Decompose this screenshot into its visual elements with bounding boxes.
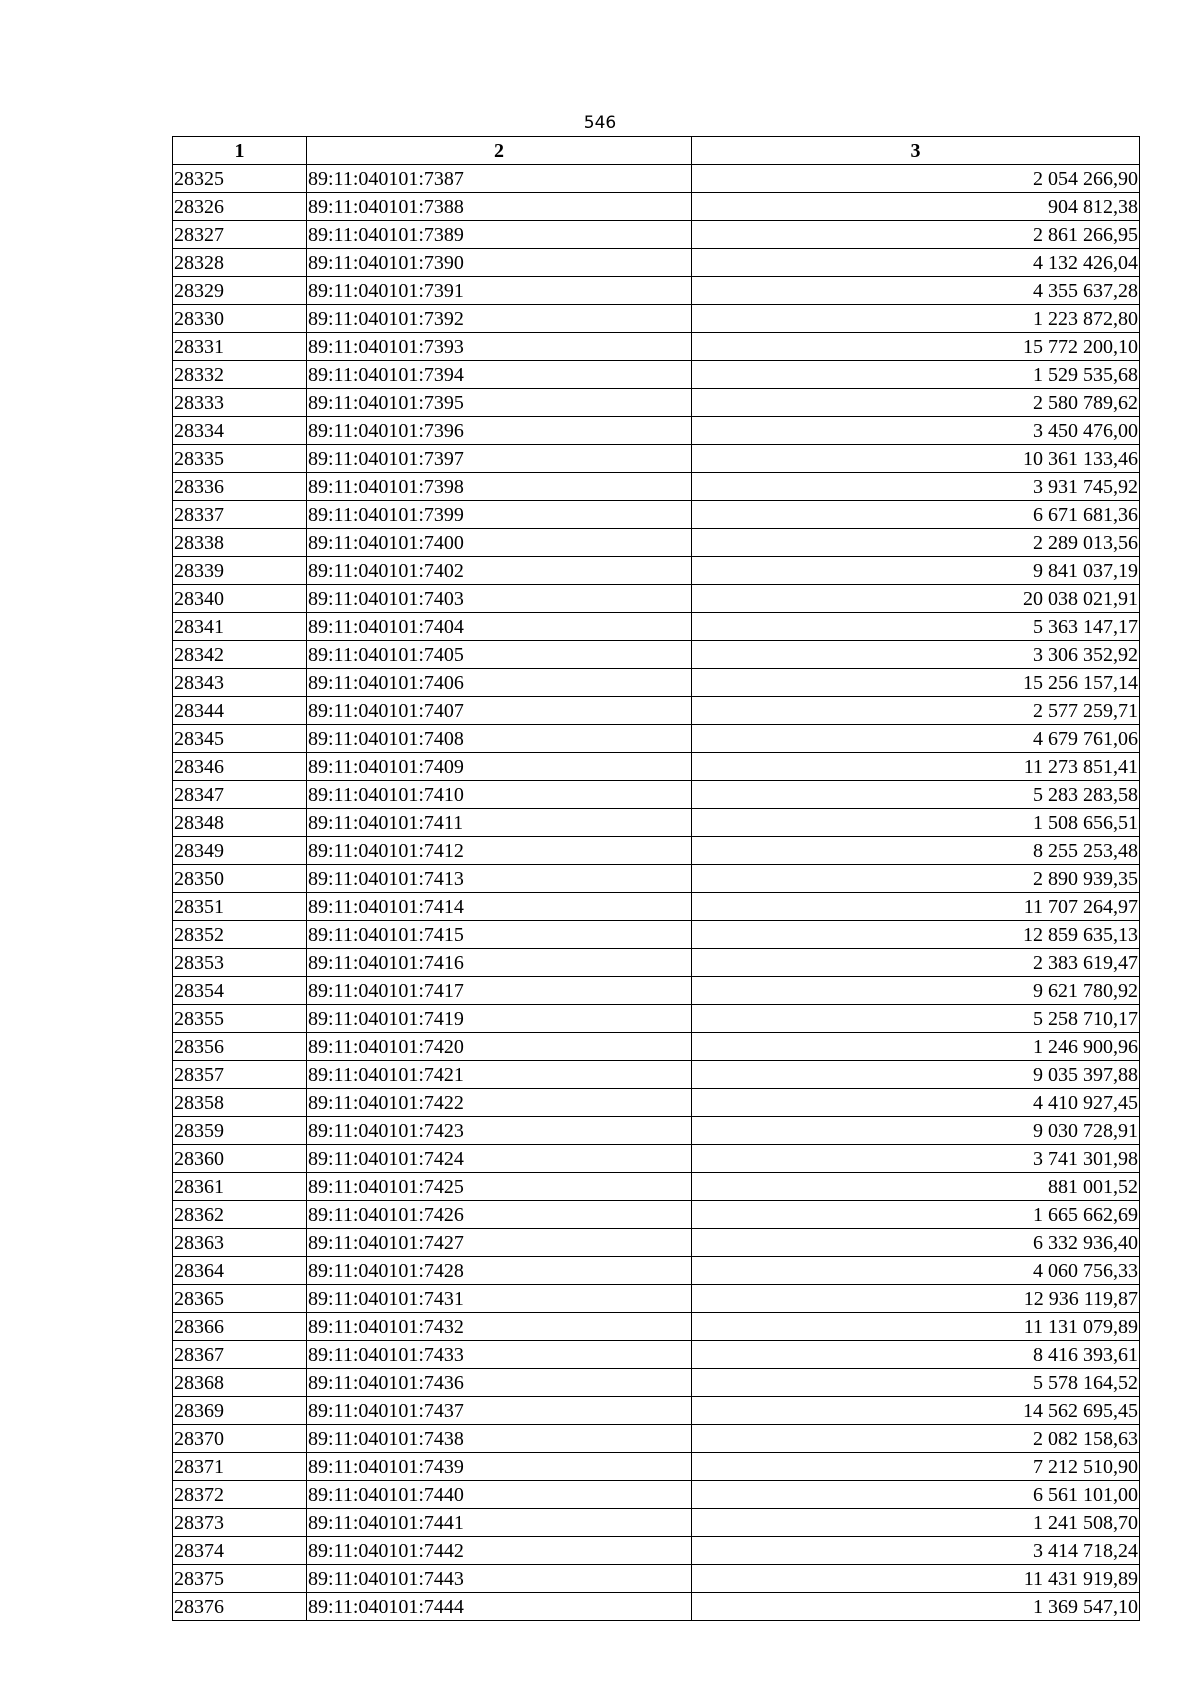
row-number-cell: 28369 — [173, 1397, 307, 1425]
row-number-cell: 28331 — [173, 333, 307, 361]
table-row — [173, 1397, 1140, 1425]
cadastral-value-cell: 1 246 900,96 — [692, 1033, 1140, 1061]
table-row — [173, 1117, 1140, 1145]
row-number-cell: 28367 — [173, 1341, 307, 1369]
cadastral-value-cell: 11 273 851,41 — [692, 753, 1140, 781]
table-row — [173, 1145, 1140, 1173]
cadastral-number-cell: 89:11:040101:7402 — [307, 557, 692, 585]
table-row — [173, 1593, 1140, 1621]
row-number-cell: 28329 — [173, 277, 307, 305]
table-row — [173, 977, 1140, 1005]
table-row — [173, 613, 1140, 641]
cadastral-number-cell: 89:11:040101:7427 — [307, 1229, 692, 1257]
row-number-cell: 28350 — [173, 865, 307, 893]
row-number-cell: 28372 — [173, 1481, 307, 1509]
row-number-cell: 28368 — [173, 1369, 307, 1397]
cadastral-value-cell: 15 772 200,10 — [692, 333, 1140, 361]
row-number-cell: 28332 — [173, 361, 307, 389]
row-number-cell: 28364 — [173, 1257, 307, 1285]
cadastral-number-cell: 89:11:040101:7405 — [307, 641, 692, 669]
cadastral-number-cell: 89:11:040101:7431 — [307, 1285, 692, 1313]
table-row — [173, 1285, 1140, 1313]
table-row — [173, 333, 1140, 361]
cadastral-value-cell: 2 861 266,95 — [692, 221, 1140, 249]
table-row — [173, 305, 1140, 333]
cadastral-number-cell: 89:11:040101:7441 — [307, 1509, 692, 1537]
table-row — [173, 277, 1140, 305]
row-number-cell: 28337 — [173, 501, 307, 529]
row-number-cell: 28344 — [173, 697, 307, 725]
cadastral-value-cell: 14 562 695,45 — [692, 1397, 1140, 1425]
row-number-cell: 28341 — [173, 613, 307, 641]
cadastral-number-cell: 89:11:040101:7399 — [307, 501, 692, 529]
cadastral-value-cell: 5 363 147,17 — [692, 613, 1140, 641]
cadastral-value-cell: 4 132 426,04 — [692, 249, 1140, 277]
row-number-cell: 28342 — [173, 641, 307, 669]
cadastral-number-cell: 89:11:040101:7426 — [307, 1201, 692, 1229]
cadastral-value-cell: 10 361 133,46 — [692, 445, 1140, 473]
cadastral-number-cell: 89:11:040101:7413 — [307, 865, 692, 893]
row-number-cell: 28375 — [173, 1565, 307, 1593]
cadastral-number-cell: 89:11:040101:7411 — [307, 809, 692, 837]
cadastral-value-cell: 11 131 079,89 — [692, 1313, 1140, 1341]
cadastral-value-cell: 11 707 264,97 — [692, 893, 1140, 921]
table-row — [173, 1369, 1140, 1397]
column-header-number: 1 — [173, 137, 307, 165]
cadastral-number-cell: 89:11:040101:7428 — [307, 1257, 692, 1285]
row-number-cell: 28353 — [173, 949, 307, 977]
cadastral-number-cell: 89:11:040101:7403 — [307, 585, 692, 613]
table-row — [173, 1537, 1140, 1565]
table-row — [173, 865, 1140, 893]
cadastral-number-cell: 89:11:040101:7440 — [307, 1481, 692, 1509]
row-number-cell: 28354 — [173, 977, 307, 1005]
cadastral-number-cell: 89:11:040101:7393 — [307, 333, 692, 361]
cadastral-number-cell: 89:11:040101:7437 — [307, 1397, 692, 1425]
row-number-cell: 28361 — [173, 1173, 307, 1201]
cadastral-number-cell: 89:11:040101:7389 — [307, 221, 692, 249]
table-row — [173, 473, 1140, 501]
cadastral-value-cell: 6 561 101,00 — [692, 1481, 1140, 1509]
table-row — [173, 1033, 1140, 1061]
row-number-cell: 28336 — [173, 473, 307, 501]
table-row — [173, 837, 1140, 865]
table-row — [173, 193, 1140, 221]
cadastral-number-cell: 89:11:040101:7396 — [307, 417, 692, 445]
cadastral-number-cell: 89:11:040101:7397 — [307, 445, 692, 473]
table-row — [173, 501, 1140, 529]
row-number-cell: 28351 — [173, 893, 307, 921]
row-number-cell: 28348 — [173, 809, 307, 837]
cadastral-number-cell: 89:11:040101:7390 — [307, 249, 692, 277]
table-row — [173, 585, 1140, 613]
cadastral-number-cell: 89:11:040101:7416 — [307, 949, 692, 977]
row-number-cell: 28366 — [173, 1313, 307, 1341]
cadastral-number-cell: 89:11:040101:7395 — [307, 389, 692, 417]
table-row — [173, 417, 1140, 445]
cadastral-value-cell: 1 369 547,10 — [692, 1593, 1140, 1621]
cadastral-value-cell: 4 679 761,06 — [692, 725, 1140, 753]
row-number-cell: 28365 — [173, 1285, 307, 1313]
cadastral-number-cell: 89:11:040101:7388 — [307, 193, 692, 221]
row-number-cell: 28346 — [173, 753, 307, 781]
cadastral-value-cell: 4 410 927,45 — [692, 1089, 1140, 1117]
cadastral-value-cell: 2 289 013,56 — [692, 529, 1140, 557]
row-number-cell: 28340 — [173, 585, 307, 613]
row-number-cell: 28333 — [173, 389, 307, 417]
cadastral-number-cell: 89:11:040101:7392 — [307, 305, 692, 333]
cadastral-number-cell: 89:11:040101:7422 — [307, 1089, 692, 1117]
cadastral-value-cell: 11 431 919,89 — [692, 1565, 1140, 1593]
table-row — [173, 445, 1140, 473]
cadastral-number-cell: 89:11:040101:7417 — [307, 977, 692, 1005]
table-row — [173, 1341, 1140, 1369]
table-row — [173, 1089, 1140, 1117]
cadastral-number-cell: 89:11:040101:7394 — [307, 361, 692, 389]
table-row — [173, 1257, 1140, 1285]
table-row — [173, 725, 1140, 753]
header-row — [173, 137, 1140, 165]
cadastral-value-cell: 12 859 635,13 — [692, 921, 1140, 949]
cadastral-number-cell: 89:11:040101:7421 — [307, 1061, 692, 1089]
cadastral-value-cell: 9 030 728,91 — [692, 1117, 1140, 1145]
cadastral-value-cell: 5 578 164,52 — [692, 1369, 1140, 1397]
row-number-cell: 28356 — [173, 1033, 307, 1061]
cadastral-value-cell: 3 741 301,98 — [692, 1145, 1140, 1173]
cadastral-value-cell: 2 082 158,63 — [692, 1425, 1140, 1453]
row-number-cell: 28345 — [173, 725, 307, 753]
cadastral-value-cell: 3 931 745,92 — [692, 473, 1140, 501]
row-number-cell: 28335 — [173, 445, 307, 473]
cadastral-value-cell: 5 258 710,17 — [692, 1005, 1140, 1033]
row-number-cell: 28371 — [173, 1453, 307, 1481]
row-number-cell: 28370 — [173, 1425, 307, 1453]
table-row — [173, 1509, 1140, 1537]
cadastral-number-cell: 89:11:040101:7436 — [307, 1369, 692, 1397]
cadastral-number-cell: 89:11:040101:7432 — [307, 1313, 692, 1341]
cadastral-value-cell: 9 035 397,88 — [692, 1061, 1140, 1089]
cadastral-value-cell: 8 255 253,48 — [692, 837, 1140, 865]
cadastral-number-cell: 89:11:040101:7398 — [307, 473, 692, 501]
cadastral-value-cell: 5 283 283,58 — [692, 781, 1140, 809]
table-row — [173, 1005, 1140, 1033]
column-header-value: 3 — [692, 137, 1140, 165]
row-number-cell: 28338 — [173, 529, 307, 557]
cadastral-number-cell: 89:11:040101:7442 — [307, 1537, 692, 1565]
cadastral-value-cell: 1 508 656,51 — [692, 809, 1140, 837]
table-row — [173, 1453, 1140, 1481]
row-number-cell: 28360 — [173, 1145, 307, 1173]
row-number-cell: 28328 — [173, 249, 307, 277]
cadastral-value-cell: 8 416 393,61 — [692, 1341, 1140, 1369]
row-number-cell: 28325 — [173, 165, 307, 193]
cadastral-number-cell: 89:11:040101:7404 — [307, 613, 692, 641]
table-row — [173, 893, 1140, 921]
table-row — [173, 1201, 1140, 1229]
cadastral-value-cell: 4 355 637,28 — [692, 277, 1140, 305]
table-row — [173, 669, 1140, 697]
table-header — [173, 137, 1140, 165]
row-number-cell: 28355 — [173, 1005, 307, 1033]
cadastral-number-cell: 89:11:040101:7407 — [307, 697, 692, 725]
cadastral-number-cell: 89:11:040101:7408 — [307, 725, 692, 753]
row-number-cell: 28362 — [173, 1201, 307, 1229]
table-row — [173, 165, 1140, 193]
cadastral-number-cell: 89:11:040101:7438 — [307, 1425, 692, 1453]
cadastral-number-cell: 89:11:040101:7414 — [307, 893, 692, 921]
cadastral-value-cell: 7 212 510,90 — [692, 1453, 1140, 1481]
cadastral-number-cell: 89:11:040101:7415 — [307, 921, 692, 949]
row-number-cell: 28347 — [173, 781, 307, 809]
cadastral-value-cell: 1 241 508,70 — [692, 1509, 1140, 1537]
table-row — [173, 949, 1140, 977]
table-row — [173, 221, 1140, 249]
table-row — [173, 1481, 1140, 1509]
cadastral-number-cell: 89:11:040101:7419 — [307, 1005, 692, 1033]
cadastral-value-cell: 1 529 535,68 — [692, 361, 1140, 389]
table-row — [173, 1425, 1140, 1453]
row-number-cell: 28373 — [173, 1509, 307, 1537]
row-number-cell: 28363 — [173, 1229, 307, 1257]
table-row — [173, 1565, 1140, 1593]
cadastral-number-cell: 89:11:040101:7424 — [307, 1145, 692, 1173]
cadastral-value-cell: 6 332 936,40 — [692, 1229, 1140, 1257]
cadastral-value-cell: 12 936 119,87 — [692, 1285, 1140, 1313]
cadastral-value-cell: 1 223 872,80 — [692, 305, 1140, 333]
table-row — [173, 1313, 1140, 1341]
cadastral-number-cell: 89:11:040101:7409 — [307, 753, 692, 781]
table-row — [173, 389, 1140, 417]
row-number-cell: 28358 — [173, 1089, 307, 1117]
cadastral-value-cell: 2 054 266,90 — [692, 165, 1140, 193]
cadastral-number-cell: 89:11:040101:7443 — [307, 1565, 692, 1593]
cadastral-value-cell: 2 383 619,47 — [692, 949, 1140, 977]
cadastral-value-cell: 1 665 662,69 — [692, 1201, 1140, 1229]
cadastral-value-cell: 9 841 037,19 — [692, 557, 1140, 585]
table-row — [173, 697, 1140, 725]
cadastral-value-cell: 2 890 939,35 — [692, 865, 1140, 893]
row-number-cell: 28339 — [173, 557, 307, 585]
table-row — [173, 781, 1140, 809]
cadastral-number-cell: 89:11:040101:7433 — [307, 1341, 692, 1369]
page-number: 546 — [583, 113, 617, 133]
cadastral-number-cell: 89:11:040101:7439 — [307, 1453, 692, 1481]
row-number-cell: 28349 — [173, 837, 307, 865]
row-number-cell: 28352 — [173, 921, 307, 949]
cadastral-value-table — [172, 136, 1140, 1621]
cadastral-value-cell: 9 621 780,92 — [692, 977, 1140, 1005]
cadastral-number-cell: 89:11:040101:7406 — [307, 669, 692, 697]
cadastral-value-cell: 3 306 352,92 — [692, 641, 1140, 669]
cadastral-value-cell: 904 812,38 — [692, 193, 1140, 221]
cadastral-number-cell: 89:11:040101:7410 — [307, 781, 692, 809]
column-header-cadastral-number: 2 — [307, 137, 692, 165]
table-row — [173, 1229, 1140, 1257]
cadastral-value-cell: 881 001,52 — [692, 1173, 1140, 1201]
row-number-cell: 28343 — [173, 669, 307, 697]
cadastral-number-cell: 89:11:040101:7444 — [307, 1593, 692, 1621]
cadastral-number-cell: 89:11:040101:7425 — [307, 1173, 692, 1201]
table-row — [173, 753, 1140, 781]
cadastral-number-cell: 89:11:040101:7400 — [307, 529, 692, 557]
row-number-cell: 28376 — [173, 1593, 307, 1621]
row-number-cell: 28327 — [173, 221, 307, 249]
table-body — [173, 165, 1140, 1621]
table-row — [173, 641, 1140, 669]
row-number-cell: 28374 — [173, 1537, 307, 1565]
row-number-cell: 28326 — [173, 193, 307, 221]
cadastral-value-cell: 3 414 718,24 — [692, 1537, 1140, 1565]
cadastral-number-cell: 89:11:040101:7391 — [307, 277, 692, 305]
cadastral-value-cell: 3 450 476,00 — [692, 417, 1140, 445]
cadastral-value-cell: 2 577 259,71 — [692, 697, 1140, 725]
cadastral-number-cell: 89:11:040101:7420 — [307, 1033, 692, 1061]
cadastral-value-cell: 6 671 681,36 — [692, 501, 1140, 529]
cadastral-value-cell: 20 038 021,91 — [692, 585, 1140, 613]
row-number-cell: 28334 — [173, 417, 307, 445]
cadastral-number-cell: 89:11:040101:7412 — [307, 837, 692, 865]
cadastral-number-cell: 89:11:040101:7387 — [307, 165, 692, 193]
cadastral-number-cell: 89:11:040101:7423 — [307, 1117, 692, 1145]
row-number-cell: 28330 — [173, 305, 307, 333]
cadastral-value-cell: 15 256 157,14 — [692, 669, 1140, 697]
row-number-cell: 28357 — [173, 1061, 307, 1089]
table-row — [173, 1173, 1140, 1201]
table-row — [173, 249, 1140, 277]
table-row — [173, 809, 1140, 837]
table-row — [173, 529, 1140, 557]
row-number-cell: 28359 — [173, 1117, 307, 1145]
table-row — [173, 361, 1140, 389]
cadastral-value-cell: 2 580 789,62 — [692, 389, 1140, 417]
table-row — [173, 1061, 1140, 1089]
cadastral-value-cell: 4 060 756,33 — [692, 1257, 1140, 1285]
table-row — [173, 557, 1140, 585]
table-row — [173, 921, 1140, 949]
